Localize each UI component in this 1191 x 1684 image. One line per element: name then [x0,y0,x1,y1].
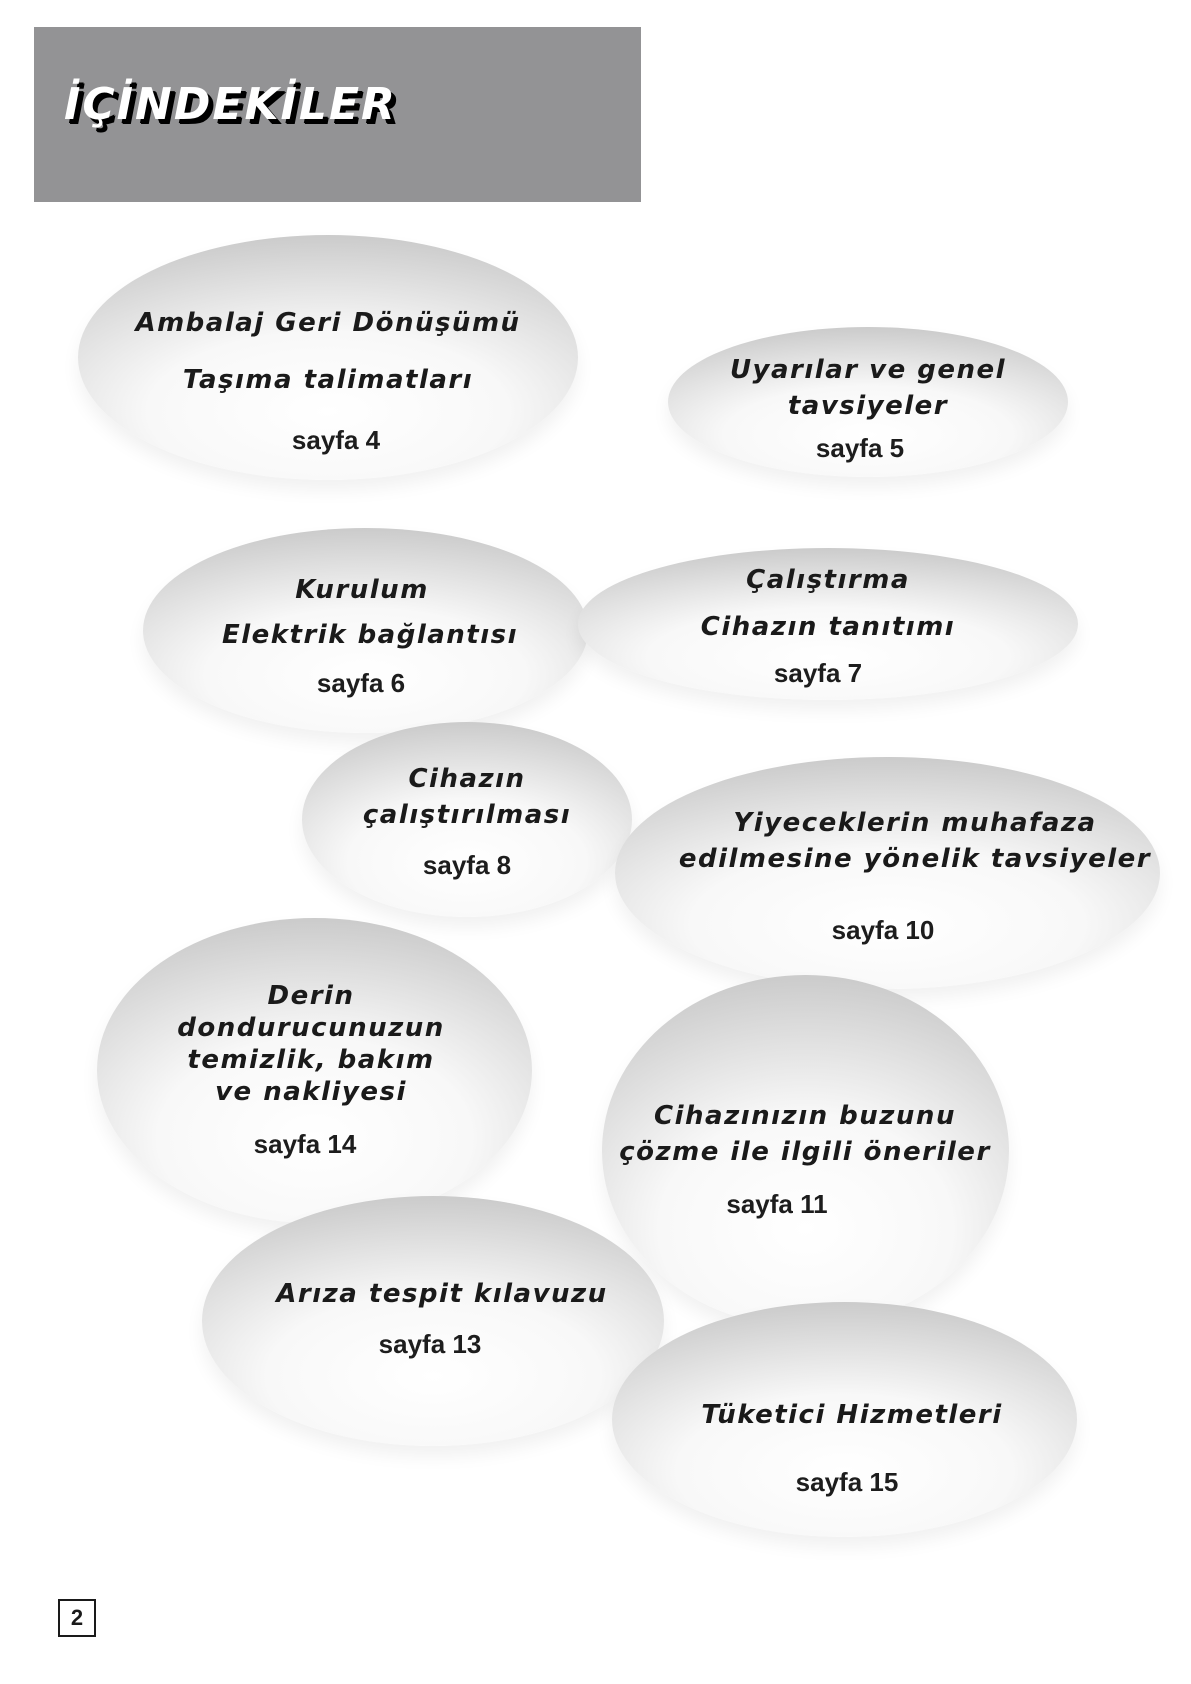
toc-title-line: temizlik, bakım [187,1045,435,1075]
toc-bubble-troubleshooting[interactable] [202,1196,664,1446]
toc-bubble-packaging[interactable] [78,235,578,480]
toc-title-line: Taşıma talimatları [182,365,474,395]
toc-bubble-cleaning[interactable] [97,918,532,1223]
toc-title-line: dondurucunuzun [177,1013,445,1043]
toc-title-line: Cihazınızın buzunu [654,1101,956,1131]
toc-bubble-warnings[interactable] [668,327,1068,477]
toc-title-line: edilmesine yönelik tavsiyeler [678,844,1152,874]
toc-title-line: Yiyeceklerin muhafaza [733,808,1097,838]
toc-page-ref: sayfa 7 [773,658,863,688]
toc-page-ref: sayfa 6 [316,668,406,698]
toc-title-line: çalıştırılması [362,800,572,830]
toc-title-line: Elektrik bağlantısı [221,620,519,650]
toc-title-line: Uyarılar ve genel [729,355,1007,385]
page-number: 2 [58,1599,96,1637]
toc-title-line: Tüketici Hizmetleri [701,1400,1003,1430]
toc-bubble-customer-service[interactable] [612,1302,1077,1537]
toc-page-ref: sayfa 4 [291,425,381,455]
toc-page-ref: sayfa 5 [815,433,905,463]
toc-title-line: Çalıştırma [746,565,910,595]
toc-title-line: Ambalaj Geri Dönüşümü [135,308,521,338]
header-band [34,27,641,202]
toc-page-ref: sayfa 15 [795,1467,899,1497]
toc-bubble-operation[interactable] [578,548,1078,700]
toc-bubble-defrost[interactable] [602,975,1009,1327]
toc-title-line: Derin [267,981,355,1011]
toc-page-ref: sayfa 10 [831,915,935,945]
toc-bubble-installation[interactable] [143,528,588,733]
toc-title-line: Kurulum [295,575,429,605]
toc-title-line: Cihazın tanıtımı [700,612,956,642]
toc-page-ref: sayfa 13 [378,1329,482,1359]
toc-title-line: tavsiyeler [787,391,949,421]
toc-page-ref: sayfa 14 [253,1129,357,1159]
toc-bubble-food-storage[interactable] [615,757,1160,989]
toc-bubble-starting[interactable] [302,722,632,917]
toc-page-ref: sayfa 8 [422,850,512,880]
toc-title-line: ve nakliyesi [215,1077,407,1107]
toc-title-line: çözme ile ilgili öneriler [619,1137,991,1167]
toc-title-line: Arıza tespit kılavuzu [276,1279,608,1309]
page-title: İÇİNDEKİLER [64,79,397,130]
toc-title-line: Cihazın [408,764,526,794]
toc-page-ref: sayfa 11 [726,1189,828,1219]
